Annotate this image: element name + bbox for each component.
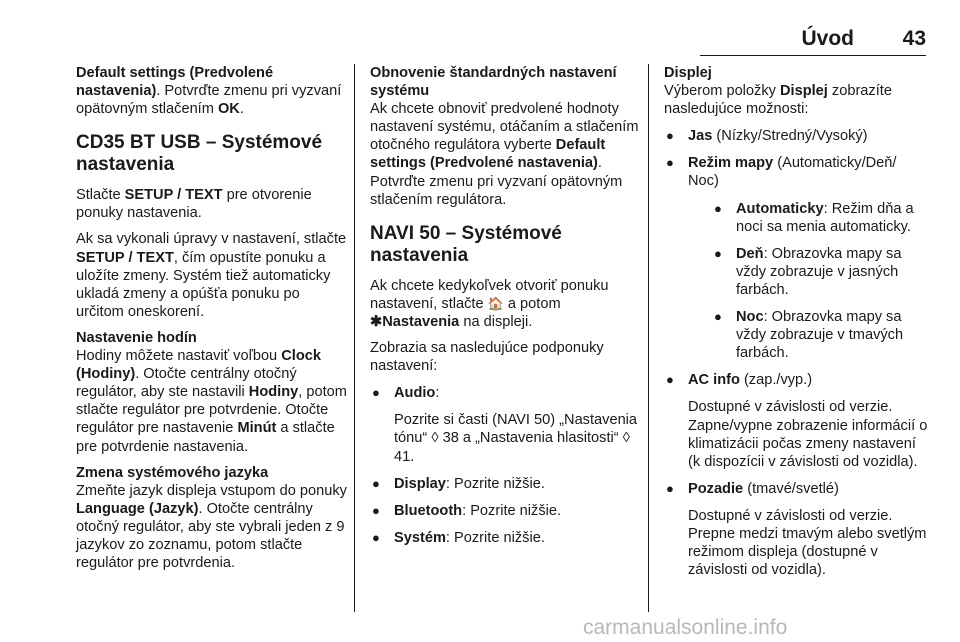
watermark: carmanualsonline.info bbox=[583, 616, 788, 639]
arrow-icon: ◊ bbox=[431, 430, 439, 447]
text: a stlačte pre potvrdenie nastavenia. bbox=[76, 420, 335, 455]
text: 38 a „Nastavenia hlasitosti“ bbox=[438, 430, 623, 447]
bold-text: Deň bbox=[736, 245, 764, 262]
text: (tmavé/svetlé) bbox=[743, 480, 839, 497]
paragraph-language bbox=[76, 482, 348, 572]
text: (Automaticky/Deň/ Noc) bbox=[688, 155, 897, 190]
list-item bbox=[712, 308, 930, 362]
text: . Otočte centrálny otočný regulátor, aby ste nastavili bbox=[76, 366, 297, 401]
bold-text: Automaticky bbox=[736, 200, 824, 217]
column-divider-1 bbox=[354, 64, 355, 612]
audio-description bbox=[394, 411, 640, 465]
text: : Pozrite nižšie. bbox=[445, 475, 545, 492]
heading-navi50: NAVI 50 – Systémové nastavenia bbox=[370, 222, 562, 266]
text: zobrazíte nasledujúce možnosti: bbox=[664, 83, 892, 118]
display-options-list bbox=[664, 127, 930, 579]
bold-text: Jas bbox=[688, 128, 713, 145]
paragraph-changes bbox=[76, 230, 348, 320]
text: na displeji. bbox=[459, 313, 533, 330]
column-1 bbox=[76, 64, 348, 572]
paragraph-setup bbox=[76, 186, 348, 222]
text: : Pozrite nižšie. bbox=[462, 502, 562, 519]
paragraph-reset bbox=[370, 100, 640, 209]
map-mode-sublist bbox=[688, 200, 930, 363]
heading-reset: Obnovenie štandardných nastavení systému bbox=[370, 65, 617, 100]
paragraph-default-settings bbox=[76, 64, 348, 118]
bold-text: Režim mapy bbox=[688, 155, 774, 172]
bold-text: Bluetooth bbox=[394, 502, 463, 519]
text: a potom bbox=[503, 295, 561, 312]
text: , čím opustíte ponuku a uložíte zmeny. Systém tiež automaticky ukladá zmeny a opúšťa ponuku po určitom oneskorení. bbox=[76, 249, 331, 320]
list-item bbox=[664, 371, 930, 470]
text: Pozrite si časti (NAVI 50) „Nastavenia tónu“ bbox=[394, 412, 638, 447]
text: Ak chcete obnoviť predvolené hodnoty nastavení systému, otáčaním a stlačením otočného regulátora vyberte bbox=[370, 101, 639, 154]
text: Zmeňte jazyk displeja vstupom do ponuky bbox=[76, 482, 347, 499]
text: Stlačte bbox=[76, 187, 125, 204]
home-icon: 🏠 bbox=[487, 295, 504, 311]
bold-text: OK bbox=[217, 101, 240, 118]
list-item bbox=[664, 480, 930, 579]
column-2 bbox=[370, 64, 640, 547]
heading-clock: Nastavenie hodín bbox=[76, 329, 197, 346]
bold-text: Language (Jazyk) bbox=[76, 500, 199, 517]
list-item bbox=[664, 127, 930, 145]
bold-text: AC info bbox=[688, 372, 740, 389]
bold-text: Noc bbox=[736, 309, 764, 326]
list-item bbox=[370, 475, 640, 493]
text: Ak chcete kedykoľvek otvoriť ponuku nastavení, stlačte bbox=[370, 277, 609, 312]
text: : Obrazovka mapy sa vždy zobrazuje v jasných farbách. bbox=[736, 245, 902, 298]
bold-text: Systém bbox=[394, 529, 446, 546]
list-item bbox=[370, 502, 640, 520]
header-rule bbox=[700, 55, 926, 56]
text: Výberom položky bbox=[664, 83, 780, 100]
bold-text: Display bbox=[394, 475, 446, 492]
text: (Nízky/Stredný/Vysoký) bbox=[712, 128, 868, 145]
ac-info-description: Dostupné v závislosti od verzie. Zapne/vypne zobrazenie informácií o klimatizácii počas zmeny nastavení (k dispozícii v závislosti od vozidla). bbox=[688, 399, 928, 470]
text: : Pozrite nižšie. bbox=[445, 529, 545, 546]
bold-text: Pozadie bbox=[688, 480, 744, 497]
text: . bbox=[239, 101, 244, 118]
text: . Potvrďte zmenu pri vyzvaní opätovným stlačením bbox=[76, 83, 342, 118]
bold-text: Nastavenia bbox=[382, 313, 460, 330]
gear-icon: ✱ bbox=[370, 313, 383, 330]
list-item bbox=[712, 200, 930, 236]
column-divider-2 bbox=[648, 64, 649, 612]
heading-cd35: CD35 BT USB – Systémové nastavenia bbox=[76, 132, 323, 176]
text: Ak sa vykonali úpravy v nastavení, stlačte bbox=[76, 231, 347, 248]
list-item bbox=[370, 384, 640, 465]
bold-text: Default settings (Predvolené nastavenia) bbox=[370, 137, 606, 172]
submenu-list bbox=[370, 384, 640, 547]
text: : bbox=[435, 385, 440, 402]
list-item bbox=[712, 245, 930, 299]
text: 41. bbox=[394, 448, 415, 465]
background-description: Dostupné v závislosti od verzie. Prepne medzi tmavým alebo svetlým režimom displeja (dostupné v závislosti od vozidla). bbox=[688, 507, 927, 579]
page-header bbox=[626, 27, 926, 53]
bold-text: SETUP / TEXT bbox=[124, 187, 223, 204]
text: : Obrazovka mapy sa vždy zobrazuje v tmavých farbách. bbox=[736, 309, 904, 362]
text: , potom stlačte regulátor pre potvrdenie. Otočte regulátor pre nastavenie bbox=[76, 384, 347, 437]
column-3 bbox=[664, 64, 930, 579]
text: (zap./vyp.) bbox=[739, 372, 813, 389]
section-title: Úvod bbox=[801, 27, 854, 50]
heading-display: Displej bbox=[664, 65, 712, 81]
bold-text: Audio bbox=[394, 385, 436, 402]
bold-text: SETUP / TEXT bbox=[76, 249, 174, 266]
list-item bbox=[664, 154, 930, 362]
page-number: 43 bbox=[902, 27, 926, 50]
paragraph-submenus: Zobrazia sa nasledujúce podponuky nastavení: bbox=[370, 340, 604, 375]
arrow-icon: ◊ bbox=[622, 430, 630, 447]
text: . Otočte centrálny otočný regulátor, aby ste vybrali jeden z 9 jazykov zo zoznamu, potom stlačte regulátor pre potvrdenia. bbox=[76, 500, 345, 572]
bold-text: Minút bbox=[237, 420, 277, 437]
bold-text: Default settings (Predvolené nastavenia) bbox=[76, 65, 274, 100]
paragraph-open-settings bbox=[370, 277, 640, 331]
bold-text: Clock (Hodiny) bbox=[76, 348, 321, 383]
paragraph-display bbox=[664, 82, 930, 118]
text: . Potvrďte zmenu pri vyzvaní opätovným stlačením regulátora. bbox=[370, 155, 623, 208]
text: Hodiny môžete nastaviť voľbou bbox=[76, 348, 282, 365]
heading-language: Zmena systémového jazyka bbox=[76, 464, 269, 481]
paragraph-clock bbox=[76, 347, 348, 456]
bold-text: Hodiny bbox=[248, 384, 299, 401]
bold-text: Displej bbox=[780, 83, 828, 100]
text: pre otvorenie ponuky nastavenia. bbox=[76, 187, 312, 222]
list-item bbox=[370, 529, 640, 547]
text: : Režim dňa a noci sa menia automaticky. bbox=[736, 200, 914, 235]
